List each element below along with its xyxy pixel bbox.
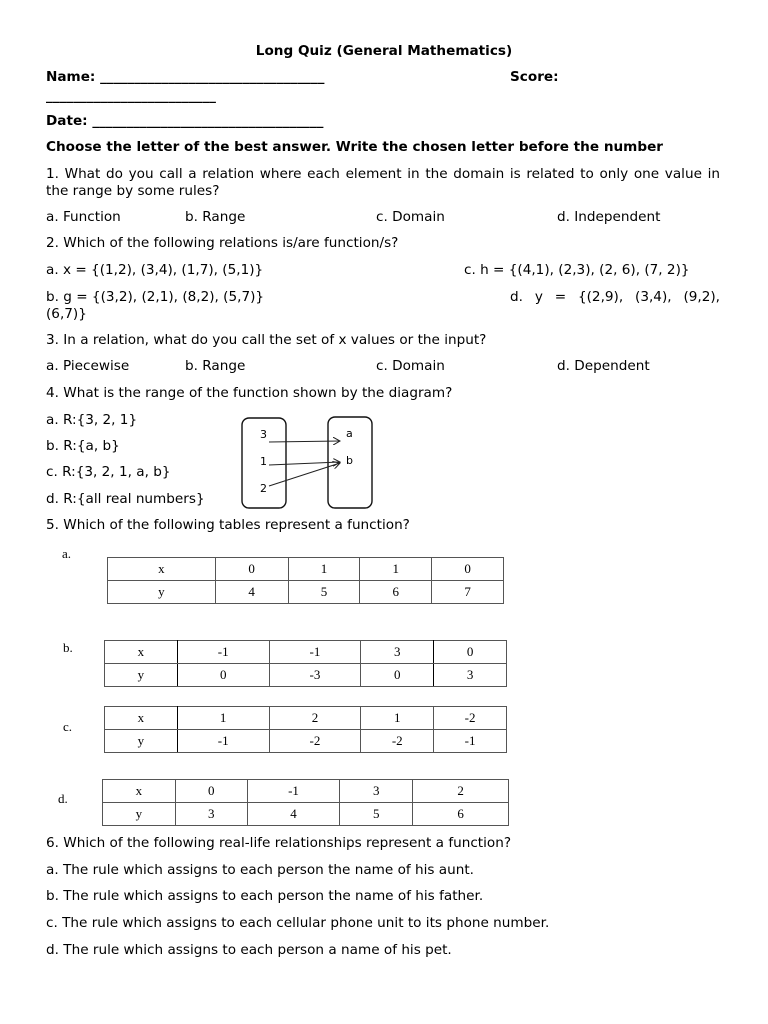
table-d	[102, 779, 509, 826]
table-c	[104, 706, 507, 753]
table-row	[108, 558, 504, 581]
q3-option-b: b. Range	[185, 358, 246, 374]
q2-option-c: c. h = {(4,1), (2,3), (2, 6), (7, 2)}	[464, 262, 690, 278]
table-cell: y	[105, 730, 178, 753]
table-cell: 5	[340, 803, 413, 826]
table-cell: 0	[361, 664, 434, 687]
table-b	[104, 640, 507, 687]
range-element-a: a	[346, 427, 353, 440]
table-cell: -1	[434, 730, 507, 753]
q6-option-b: b. The rule which assigns to each person the name of his father.	[46, 888, 484, 904]
table-cell: y	[103, 803, 176, 826]
q6-option-a: a. The rule which assigns to each person the name of his aunt.	[46, 862, 475, 878]
table-c-label: c.	[63, 719, 73, 734]
table-cell: x	[105, 641, 178, 664]
table-cell: 4	[247, 803, 340, 826]
range-element-b: b	[346, 454, 353, 467]
table-cell: 1	[177, 707, 269, 730]
table-b-label: b.	[63, 640, 73, 655]
score-label: Score:	[510, 69, 559, 85]
table-cell: -1	[177, 730, 269, 753]
table-cell: -2	[269, 730, 361, 753]
q5-question: 5. Which of the following tables represent a function?	[46, 517, 410, 533]
instructions: Choose the letter of the best answer. Write the chosen letter before the number	[46, 139, 663, 155]
table-cell: y	[105, 664, 178, 687]
q4-option-a: a. R:{3, 2, 1}	[46, 412, 138, 428]
q6-option-c: c. The rule which assigns to each cellular phone unit to its phone number.	[46, 915, 550, 931]
table-row	[105, 664, 507, 687]
q3-question: 3. In a relation, what do you call the set of x values or the input?	[46, 332, 487, 348]
mapping-diagram	[238, 412, 378, 512]
table-cell: 2	[413, 780, 509, 803]
table-row	[108, 581, 504, 604]
table-cell: 0	[177, 664, 269, 687]
table-cell: 1	[361, 707, 434, 730]
table-cell: 2	[269, 707, 361, 730]
q2-question: 2. Which of the following relations is/are function/s?	[46, 235, 399, 251]
date-field-label: Date: __________________________________	[46, 113, 324, 129]
table-a	[107, 557, 504, 604]
table-row	[103, 780, 509, 803]
table-cell: 6	[360, 581, 432, 604]
table-cell: 1	[288, 558, 360, 581]
table-cell: x	[105, 707, 178, 730]
name-field-label: Name: _________________________________	[46, 69, 325, 85]
table-cell: -1	[177, 641, 269, 664]
arrow-1-to-b	[269, 462, 340, 465]
domain-element-2: 2	[260, 482, 267, 495]
table-cell: 3	[361, 641, 434, 664]
table-cell: y	[108, 581, 216, 604]
table-cell: 3	[434, 664, 507, 687]
table-row	[105, 641, 507, 664]
domain-element-3: 3	[260, 428, 267, 441]
arrow-2-to-b	[269, 463, 340, 486]
q3-option-d: d. Dependent	[557, 358, 650, 374]
table-cell: 3	[340, 780, 413, 803]
table-row	[105, 730, 507, 753]
table-cell: 7	[432, 581, 504, 604]
q3-option-c: c. Domain	[376, 358, 445, 374]
table-cell: 1	[360, 558, 432, 581]
quiz-title: Long Quiz (General Mathematics)	[255, 43, 513, 59]
q3-option-a: a. Piecewise	[46, 358, 130, 374]
score-line: _________________________	[46, 88, 216, 104]
q6-option-d: d. The rule which assigns to each person a name of his pet.	[46, 942, 452, 958]
q2-option-b: b. g = {(3,2), (2,1), (8,2), (5,7)}	[46, 289, 265, 305]
table-cell: x	[103, 780, 176, 803]
q4-question: 4. What is the range of the function shown by the diagram?	[46, 385, 453, 401]
q6-question: 6. Which of the following real-life relationships represent a function?	[46, 835, 512, 851]
table-cell: -1	[269, 641, 361, 664]
table-row	[105, 707, 507, 730]
table-a-label: a.	[62, 546, 72, 561]
q1-option-b: b. Range	[185, 209, 246, 225]
q4-option-d: d. R:{all real numbers}	[46, 491, 205, 507]
q2-option-d: d. y = {(2,9), (3,4), (9,2), (6,7)}	[46, 289, 729, 322]
q1-option-a: a. Function	[46, 209, 121, 225]
table-cell: 4	[215, 581, 288, 604]
q4-option-b: b. R:{a, b}	[46, 438, 120, 454]
domain-element-1: 1	[260, 455, 267, 468]
q4-option-c: c. R:{3, 2, 1, a, b}	[46, 464, 171, 480]
table-cell: -3	[269, 664, 361, 687]
table-cell: -2	[361, 730, 434, 753]
table-cell: 0	[432, 558, 504, 581]
table-cell: -1	[247, 780, 340, 803]
table-cell: 0	[434, 641, 507, 664]
q1-option-d: d. Independent	[557, 209, 661, 225]
table-cell: 6	[413, 803, 509, 826]
q2-option-a: a. x = {(1,2), (3,4), (1,7), (5,1)}	[46, 262, 264, 278]
table-cell: 0	[215, 558, 288, 581]
arrow-3-to-a	[269, 441, 340, 442]
table-cell: 0	[175, 780, 247, 803]
table-cell: x	[108, 558, 216, 581]
table-cell: 3	[175, 803, 247, 826]
table-cell: -2	[434, 707, 507, 730]
q1-option-c: c. Domain	[376, 209, 445, 225]
table-row	[103, 803, 509, 826]
table-d-label: d.	[58, 791, 68, 806]
q1-question: 1. What do you call a relation where each element in the domain is related to only one value in the range by some rules?	[46, 166, 720, 199]
table-cell: 5	[288, 581, 360, 604]
